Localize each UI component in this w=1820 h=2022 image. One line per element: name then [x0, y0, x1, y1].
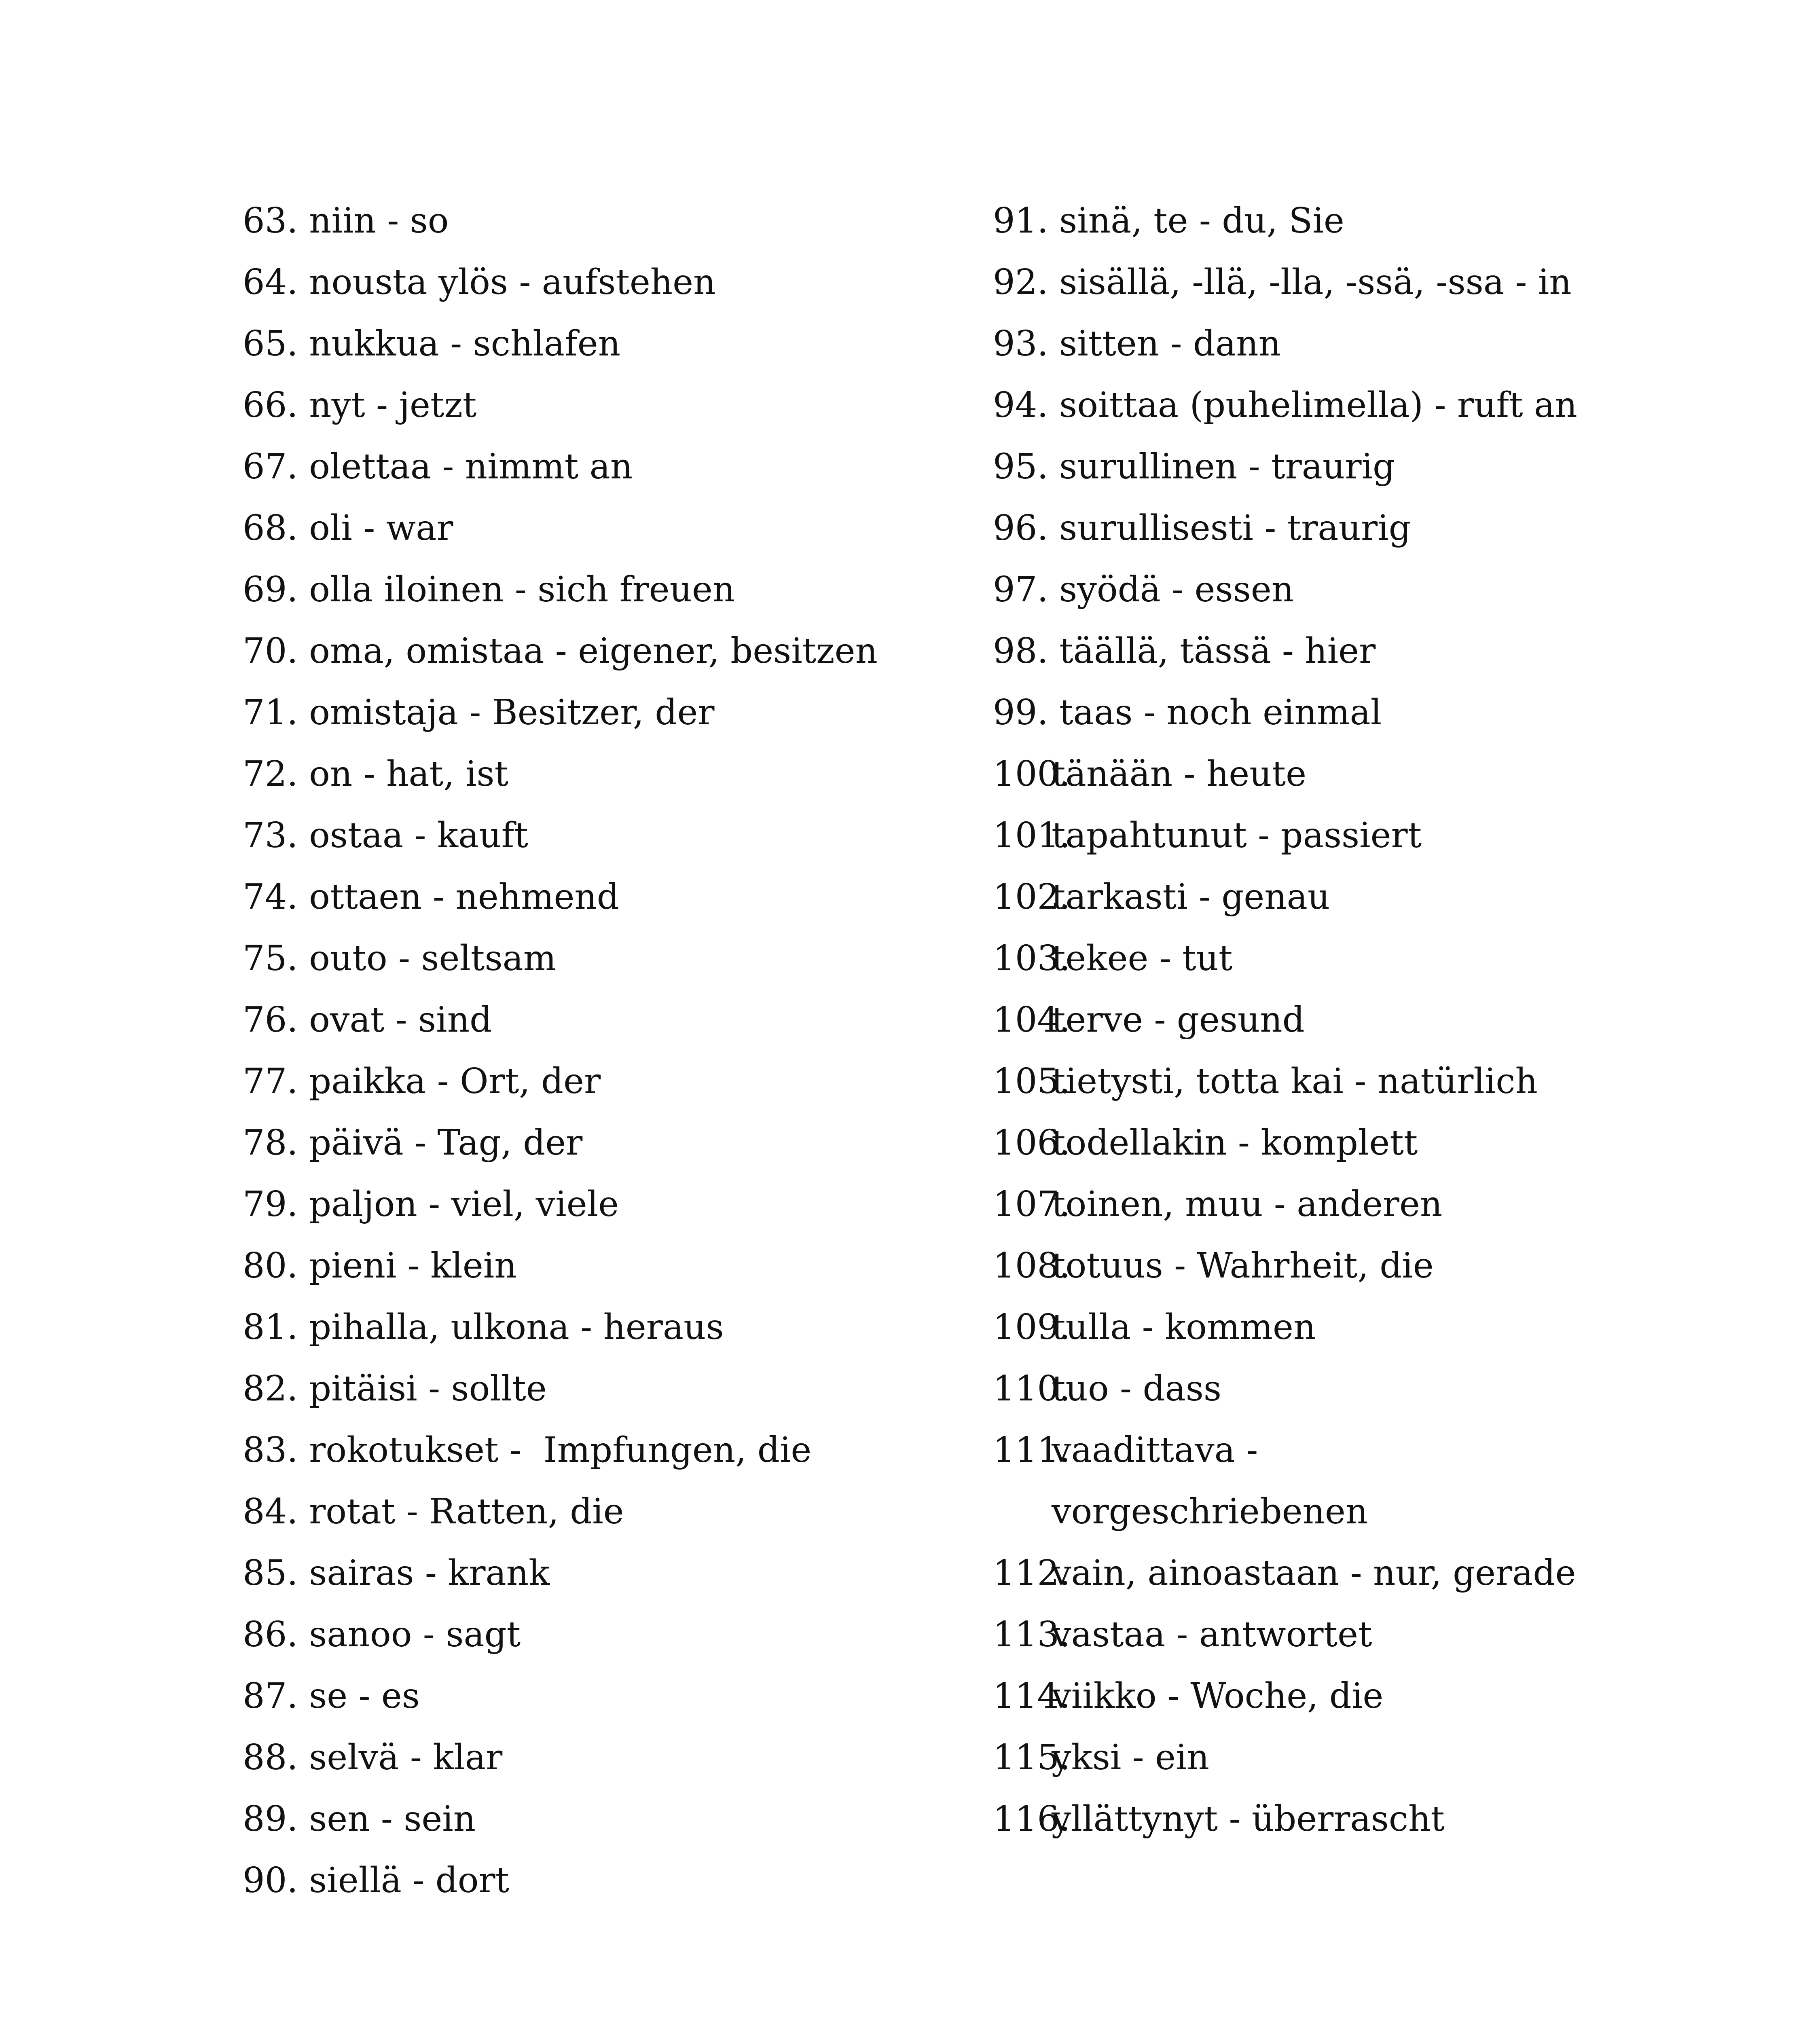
- entry-text: oli - war: [309, 508, 453, 548]
- entry-number: 73.: [243, 815, 298, 856]
- entry-text: pitäisi - sollte: [309, 1368, 547, 1409]
- entry-text: sanoo - sagt: [309, 1614, 521, 1655]
- entry-text-line1: vaadittava -: [1052, 1430, 1258, 1470]
- entry-text: selvä - klar: [309, 1737, 503, 1778]
- entry-number: 98.: [993, 631, 1048, 671]
- list-item: [993, 1112, 1721, 1174]
- entry-number: 66.: [243, 385, 298, 425]
- list-item: [993, 1297, 1721, 1358]
- list-item: [993, 190, 1721, 252]
- entry-text: yksi - ein: [1052, 1737, 1209, 1778]
- entry-text: paljon - viel, viele: [309, 1184, 619, 1225]
- entry-number: 109.: [993, 1307, 1071, 1347]
- list-item: [243, 866, 971, 928]
- list-item: [243, 1850, 971, 1911]
- entry-number: 104.: [993, 1000, 1071, 1040]
- entry-number: 113.: [993, 1614, 1071, 1655]
- list-item: [993, 313, 1721, 374]
- entry-number: 80.: [243, 1246, 298, 1286]
- entry-text: sinä, te - du, Sie: [1059, 201, 1344, 241]
- entry-text: tarkasti - genau: [1052, 877, 1330, 917]
- entry-text-line2: vorgeschriebenen: [1052, 1491, 1368, 1532]
- entry-number: 114.: [993, 1676, 1071, 1716]
- list-item: [243, 374, 971, 436]
- entry-number: 110.: [993, 1368, 1071, 1409]
- entry-text: omistaja - Besitzer, der: [309, 692, 715, 733]
- entry-text: totuus - Wahrheit, die: [1052, 1246, 1434, 1286]
- list-item: [243, 1481, 971, 1542]
- entry-text: toinen, muu - anderen: [1052, 1184, 1443, 1225]
- entry-text: täällä, tässä - hier: [1059, 631, 1376, 671]
- entry-number: 77.: [243, 1061, 298, 1102]
- entry-text: rotat - Ratten, die: [309, 1491, 624, 1532]
- list-item: [243, 313, 971, 374]
- entry-number: 99.: [993, 692, 1048, 733]
- entry-text: yllättynyt - überrascht: [1052, 1799, 1445, 1839]
- list-item: [993, 1051, 1721, 1112]
- entry-number: 108.: [993, 1246, 1071, 1286]
- entry-number: 93.: [993, 324, 1048, 364]
- entry-number: 103.: [993, 938, 1071, 979]
- entry-text: surullisesti - traurig: [1059, 508, 1411, 548]
- vocabulary-list-right: [993, 190, 1721, 1850]
- entry-text: siellä - dort: [309, 1860, 510, 1901]
- entry-number: 92.: [993, 262, 1048, 302]
- entry-text: päivä - Tag, der: [309, 1123, 583, 1163]
- entry-number: 102.: [993, 877, 1071, 917]
- entry-text: sen - sein: [309, 1799, 476, 1839]
- entry-text: ovat - sind: [309, 1000, 492, 1040]
- list-item: [993, 620, 1721, 682]
- list-item: [243, 497, 971, 559]
- entry-text: sisällä, -llä, -lla, -ssä, -ssa - in: [1059, 262, 1572, 302]
- list-item: [243, 682, 971, 743]
- entry-number: 67.: [243, 446, 298, 487]
- entry-text: vain, ainoastaan - nur, gerade: [1052, 1553, 1576, 1593]
- list-item: [993, 497, 1721, 559]
- entry-text: nousta ylös - aufstehen: [309, 262, 716, 302]
- entry-text: tulla - kommen: [1052, 1307, 1316, 1347]
- entry-number: 95.: [993, 446, 1048, 487]
- entry-text: tuo - dass: [1052, 1368, 1222, 1409]
- list-item: [243, 1358, 971, 1419]
- list-item: [993, 1727, 1721, 1788]
- list-item: [993, 866, 1721, 928]
- entry-text: se - es: [309, 1676, 420, 1716]
- entry-text: olettaa - nimmt an: [309, 446, 633, 487]
- entry-number: 84.: [243, 1491, 298, 1532]
- entry-text: sitten - dann: [1059, 324, 1281, 364]
- entry-text: syödä - essen: [1059, 569, 1294, 610]
- entry-number: 107.: [993, 1184, 1071, 1225]
- entry-text: soittaa (puhelimella) - ruft an: [1059, 385, 1577, 425]
- entry-text: taas - noch einmal: [1059, 692, 1382, 733]
- entry-text: on - hat, ist: [309, 754, 509, 794]
- entry-number: 86.: [243, 1614, 298, 1655]
- entry-number: 81.: [243, 1307, 298, 1347]
- list-item: [993, 1788, 1721, 1850]
- list-item: [243, 436, 971, 497]
- entry-text: sairas - krank: [309, 1553, 550, 1593]
- entry-text: pieni - klein: [309, 1246, 517, 1286]
- entry-text: outo - seltsam: [309, 938, 557, 979]
- entry-text: viikko - Woche, die: [1052, 1676, 1384, 1716]
- entry-text: oma, omistaa - eigener, besitzen: [309, 631, 878, 671]
- entry-text: niin - so: [309, 201, 449, 241]
- entry-number: 115.: [993, 1737, 1071, 1778]
- entry-number: 90.: [243, 1860, 298, 1901]
- entry-number: 87.: [243, 1676, 298, 1716]
- entry-number: 97.: [993, 569, 1048, 610]
- list-item: [993, 1665, 1721, 1727]
- entry-text: terve - gesund: [1052, 1000, 1305, 1040]
- entry-number: 94.: [993, 385, 1048, 425]
- entry-number: 111.: [993, 1430, 1071, 1470]
- entry-text: todellakin - komplett: [1052, 1123, 1418, 1163]
- entry-number: 101.: [993, 815, 1071, 856]
- entry-number: 89.: [243, 1799, 298, 1839]
- entry-number: 68.: [243, 508, 298, 548]
- list-item: [243, 1604, 971, 1665]
- entry-number: 82.: [243, 1368, 298, 1409]
- list-item: [993, 252, 1721, 313]
- list-item: [243, 1297, 971, 1358]
- list-item: [243, 190, 971, 252]
- list-item: [243, 1174, 971, 1235]
- entry-number: 65.: [243, 324, 298, 364]
- list-item: [243, 1665, 971, 1727]
- list-item: [243, 620, 971, 682]
- entry-number: 79.: [243, 1184, 298, 1225]
- entry-text: pihalla, ulkona - heraus: [309, 1307, 724, 1347]
- list-item: [243, 805, 971, 866]
- list-item: [243, 928, 971, 989]
- entry-number: 85.: [243, 1553, 298, 1593]
- entry-text: tekee - tut: [1052, 938, 1233, 979]
- entry-text: rokotukset - Impfungen, die: [309, 1430, 812, 1470]
- list-item: [243, 989, 971, 1051]
- vocabulary-list-left: [243, 190, 971, 1911]
- entry-number: 70.: [243, 631, 298, 671]
- entry-text: nukkua - schlafen: [309, 324, 621, 364]
- list-item: [993, 1174, 1721, 1235]
- entry-number: 74.: [243, 877, 298, 917]
- entry-text: nyt - jetzt: [309, 385, 477, 425]
- list-item: [243, 743, 971, 805]
- entry-number: 63.: [243, 201, 298, 241]
- entry-number: 106.: [993, 1123, 1071, 1163]
- list-item: [993, 1358, 1721, 1419]
- entry-number: 76.: [243, 1000, 298, 1040]
- list-item: [993, 1604, 1721, 1665]
- list-item: [993, 1542, 1721, 1604]
- list-item: [993, 743, 1721, 805]
- list-item: [243, 1727, 971, 1788]
- list-item: [243, 1051, 971, 1112]
- entry-text: vastaa - antwortet: [1052, 1614, 1372, 1655]
- list-item: [993, 374, 1721, 436]
- list-item: [993, 928, 1721, 989]
- entry-number: 83.: [243, 1430, 298, 1470]
- entry-text: paikka - Ort, der: [309, 1061, 601, 1102]
- entry-number: 75.: [243, 938, 298, 979]
- entry-text: tänään - heute: [1052, 754, 1307, 794]
- list-item: [243, 559, 971, 620]
- entry-number: 78.: [243, 1123, 298, 1163]
- list-item: [993, 989, 1721, 1051]
- entry-text: ostaa - kauft: [309, 815, 529, 856]
- list-item: [243, 1419, 971, 1481]
- list-item: [243, 1542, 971, 1604]
- entry-number: 69.: [243, 569, 298, 610]
- entry-text: tietysti, totta kai - natürlich: [1052, 1061, 1538, 1102]
- entry-number: 64.: [243, 262, 298, 302]
- list-item: [243, 1235, 971, 1297]
- entry-number: 112.: [993, 1553, 1071, 1593]
- entry-number: 71.: [243, 692, 298, 733]
- entry-text: surullinen - traurig: [1059, 446, 1395, 487]
- entry-number: 88.: [243, 1737, 298, 1778]
- entry-text: tapahtunut - passiert: [1052, 815, 1422, 856]
- entry-number: 91.: [993, 201, 1048, 241]
- list-item: [993, 1419, 1721, 1542]
- entry-number: 96.: [993, 508, 1048, 548]
- list-item: [993, 559, 1721, 620]
- entry-number: 72.: [243, 754, 298, 794]
- list-item: [993, 1235, 1721, 1297]
- entry-text: olla iloinen - sich freuen: [309, 569, 735, 610]
- entry-number: 105.: [993, 1061, 1071, 1102]
- list-item: [243, 1788, 971, 1850]
- list-item: [993, 682, 1721, 743]
- list-item: [993, 436, 1721, 497]
- entry-text: ottaen - nehmend: [309, 877, 619, 917]
- entry-number: 100.: [993, 754, 1071, 794]
- list-item: [243, 252, 971, 313]
- list-item: [243, 1112, 971, 1174]
- list-item: [993, 805, 1721, 866]
- entry-number: 116.: [993, 1799, 1071, 1839]
